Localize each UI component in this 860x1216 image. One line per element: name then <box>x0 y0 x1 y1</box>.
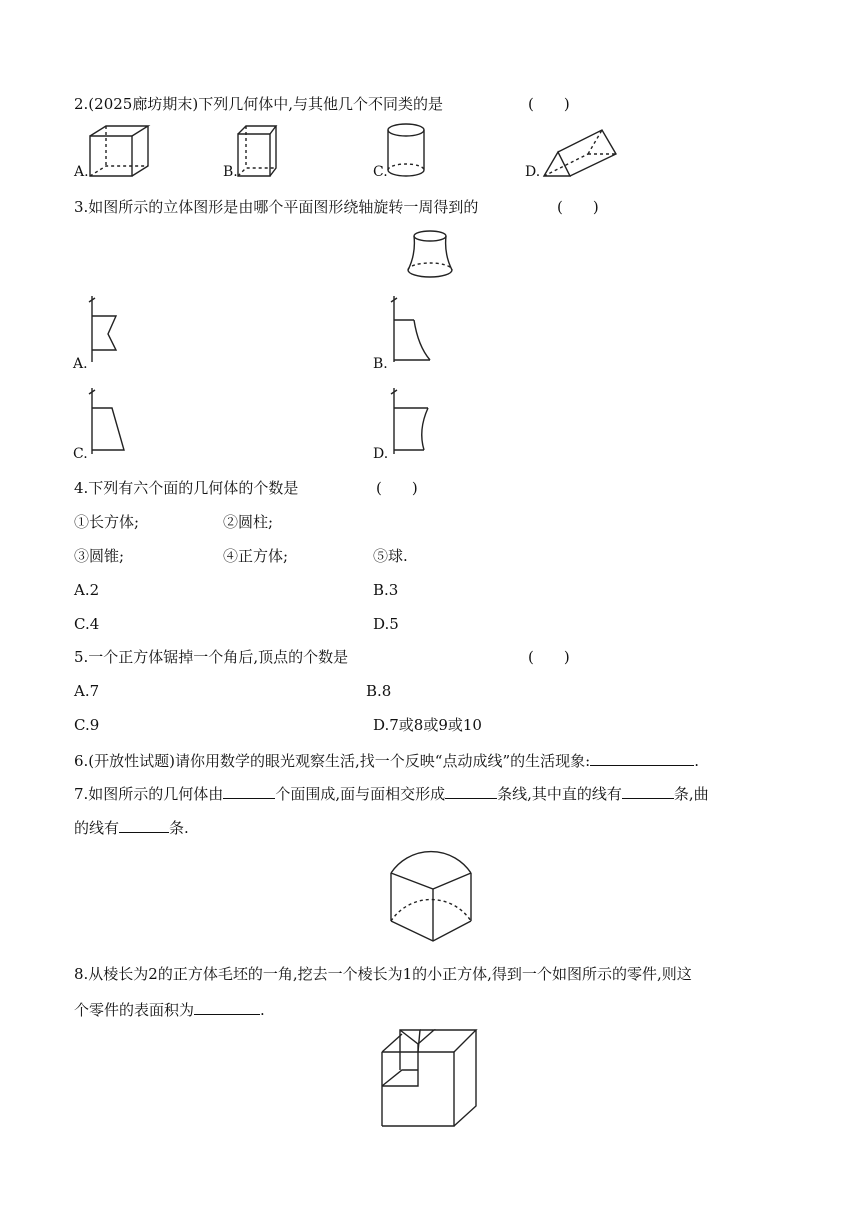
q7-part-2: 个面围成,面与面相交形成 <box>275 785 446 803</box>
q2-text: 2.(2025廊坊期末)下列几何体中,与其他几个不同类的是 <box>74 95 443 113</box>
q7-part-4: 条,曲 <box>673 785 709 803</box>
q6-end: . <box>694 752 699 770</box>
q2-option-b: B. <box>223 164 238 180</box>
q4-option-c: C.4 <box>74 615 100 633</box>
q2-option-c: C. <box>373 164 388 180</box>
q8-text-2: 个零件的表面积为 <box>74 1001 195 1019</box>
q8-line-1: 8.从棱长为2的正方体毛坯的一角,挖去一个棱长为1的小正方体,得到一个如图所示的零件,则这 <box>74 965 692 983</box>
q4-item-3: ③圆锥; <box>74 547 125 565</box>
q3-figure-c <box>86 386 136 456</box>
q8-end: . <box>260 1001 265 1019</box>
q4-option-a: A.2 <box>74 581 100 599</box>
q3-option-c: C. <box>73 446 88 462</box>
q2-figure-d-prism <box>540 124 620 180</box>
q2-figure-b-cuboid <box>234 122 280 178</box>
q3-text: 3.如图所示的立体图形是由哪个平面图形绕轴旋转一周得到的 <box>74 198 479 216</box>
q8-line-2 <box>74 998 265 1020</box>
q7-figure-solid <box>387 845 477 945</box>
q7-line-2 <box>74 816 189 838</box>
q4-text: 4.下列有六个面的几何体的个数是 <box>74 479 299 497</box>
q4-item-4: ④正方体; <box>223 547 289 565</box>
q5-option-d: D.7或8或9或10 <box>373 716 482 734</box>
q4-item-5: ⑤球. <box>373 547 408 565</box>
q7-blank-curved[interactable] <box>119 816 169 833</box>
q5-option-a: A.7 <box>74 682 100 700</box>
q3-option-d: D. <box>373 446 389 462</box>
q2-option-d: D. <box>525 164 541 180</box>
q7-part-3: 条线,其中直的线有 <box>497 785 622 803</box>
q3-paren: ( ) <box>557 198 599 216</box>
q2-option-a: A. <box>74 164 89 180</box>
q4-paren: ( ) <box>376 479 418 497</box>
q8-answer-blank[interactable] <box>194 998 260 1015</box>
q6-line <box>74 749 699 771</box>
q2-figure-a-cube <box>86 122 156 178</box>
q5-paren: ( ) <box>528 648 570 666</box>
q5-option-c: C.9 <box>74 716 100 734</box>
q7-blank-lines[interactable] <box>445 782 497 799</box>
q3-solid-figure <box>404 228 460 282</box>
q7-part-6: 条. <box>169 819 189 837</box>
q3-figure-a <box>86 294 126 364</box>
q8-figure-part <box>380 1026 480 1130</box>
q2-figure-c-cylinder <box>384 122 430 178</box>
q6-answer-blank[interactable] <box>590 749 694 766</box>
q3-option-b: B. <box>373 356 388 372</box>
q6-text: 6.(开放性试题)请你用数学的眼光观察生活,找一个反映“点动成线”的生活现象: <box>74 752 591 770</box>
q7-blank-straight[interactable] <box>622 782 674 799</box>
q4-option-b: B.3 <box>373 581 399 599</box>
q5-text: 5.一个正方体锯掉一个角后,顶点的个数是 <box>74 648 349 666</box>
q7-part-5: 的线有 <box>74 819 120 837</box>
q4-item-1: ①长方体; <box>74 513 140 531</box>
q3-figure-b <box>388 294 438 364</box>
q4-item-2: ②圆柱; <box>223 513 274 531</box>
q7-blank-faces[interactable] <box>223 782 275 799</box>
q3-figure-d <box>388 386 438 456</box>
q7-line-1 <box>74 782 709 804</box>
q7-part-1: 7.如图所示的几何体由 <box>74 785 224 803</box>
q5-option-b: B.8 <box>366 682 392 700</box>
q4-option-d: D.5 <box>373 615 399 633</box>
q2-paren: ( ) <box>528 95 570 113</box>
q3-option-a: A. <box>73 356 88 372</box>
